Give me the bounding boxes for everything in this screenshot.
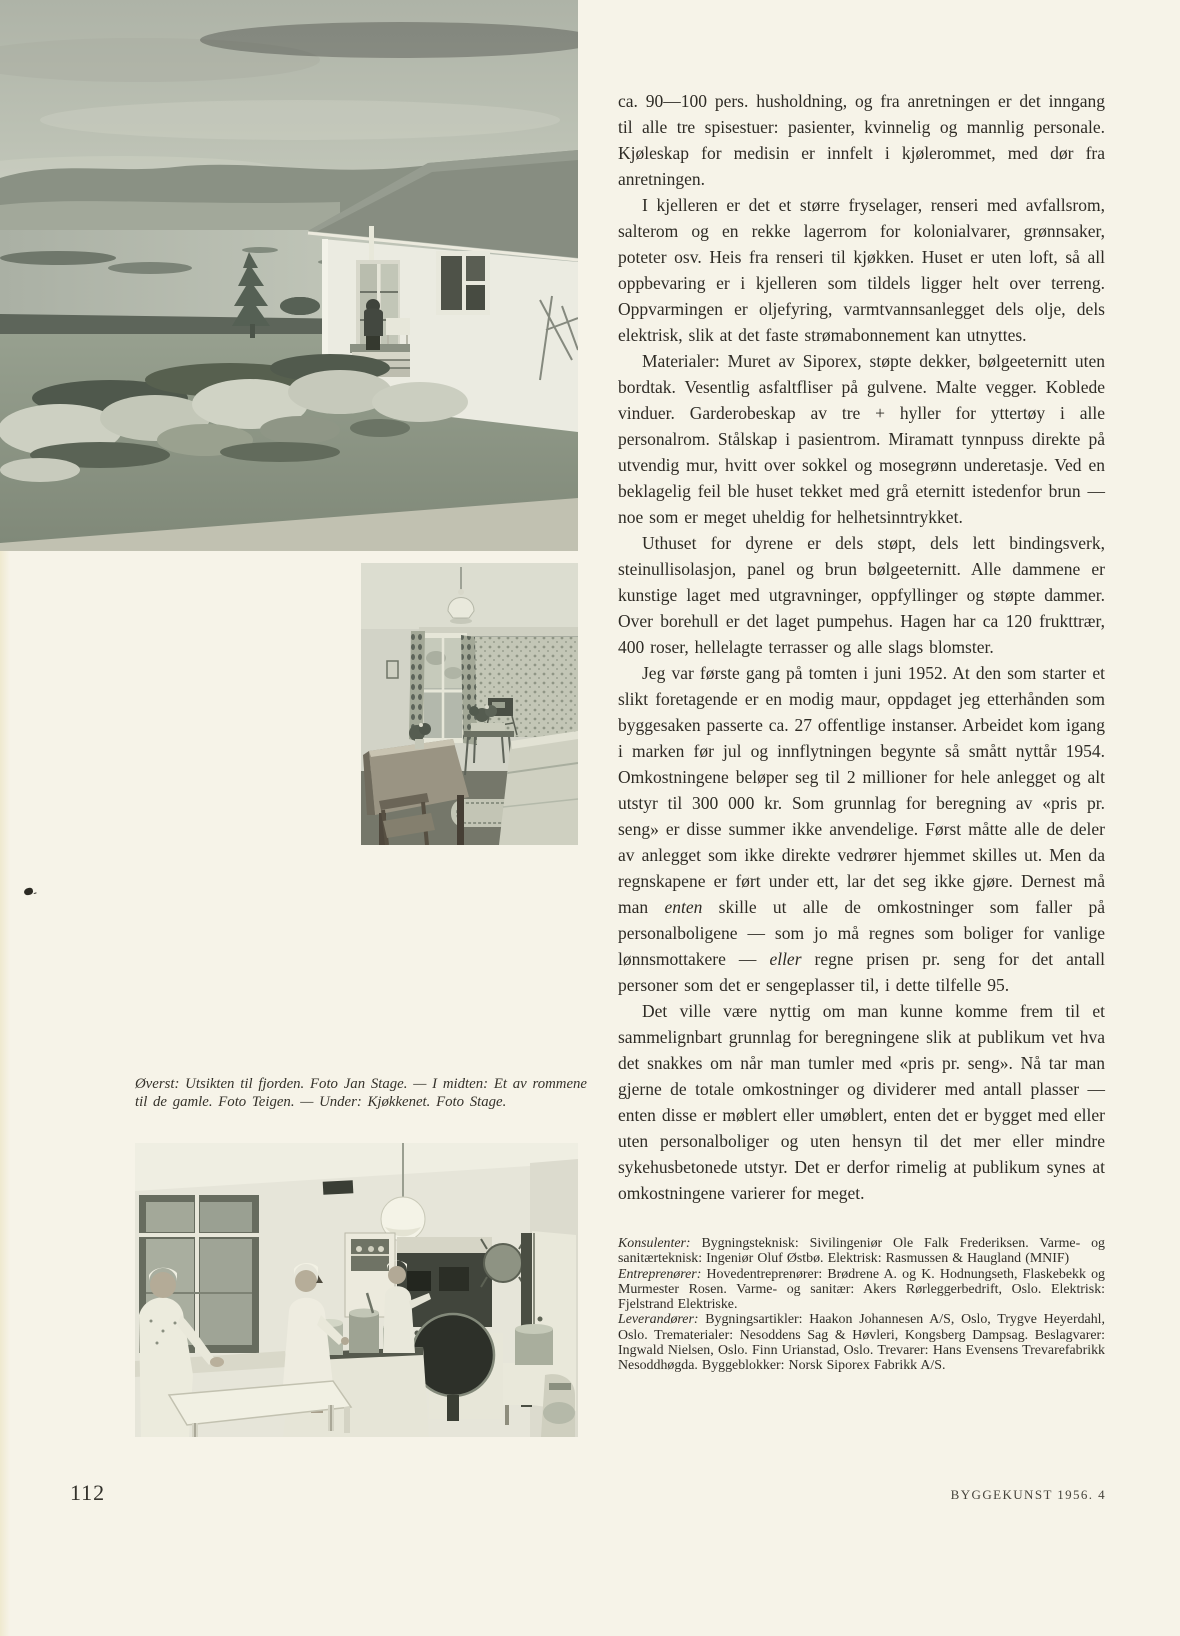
fjord-view-illustration (0, 0, 578, 551)
photo-kitchen (135, 1143, 578, 1437)
article-paragraph: ca. 90—100 pers. husholdning, og fra anretningen er det inngang til alle tre spisestuer: pasienter, kvinnelig og mannlig personale. Kjøleskap for medisin er innfelt i kjølerommet, med dør fra anretningen. (618, 91, 1105, 189)
credits-block (618, 1236, 1105, 1374)
article-paragraph: Uthuset for dyrene er dels støpt, dels lett bindingsverk, steinullisolasjon, panel og brun bølgeeternitt. Alle dammene er kunstige laget med utgravninger, oppfyllinger og støpte dammer. Over borehull er det laget pumpehus. Hagen har ca 120 frukttrær, 400 roser, hellelagte terrasser og alle slags blomster. (618, 533, 1105, 657)
article-paragraphs (618, 88, 1105, 1206)
credit-label: Leverandører: (618, 1312, 699, 1328)
ink-speck (23, 887, 33, 896)
credit-entry: Entreprenører: Hovedentreprenører: Brødrene A. og K. Hodnungseth, Flaskebekk og Murmester Rosen. Varme- og sanitær: Akers Rørleggerbedrift, Oslo. Elektrisk: Fjelstrand Elektriske. (618, 1266, 1105, 1313)
photo-room-interior (361, 563, 578, 845)
article-paragraph: Jeg var første gang på tomten i juni 1952. At den som starter et slikt foretagende er en modig maur, oppdaget jeg etterhånden som byggesaken passerte ca. 27 offentlige instanser. Arbeidet kom igang i marken før jul og innflytningen begynte så smått nyttår 1954. Omkostningene beløper seg til 2 millioner for hele anlegget og alt utstyr til 300 000 kr. Som grunnlag for beregning av «pris pr. seng» er disse summer ikke anvendelige. Først måtte alle de deler av anlegget som ikke direkte vedrører hjemmet skilles ut. Men da regnskapene er ført under ett, lar det seg ikke gjøre. Dernest må man enten skille ut alle de omkostninger som faller på personalboligene — som jo må regnes som boliger for vanlige lønnsmottakere — eller regne prisen pr. seng for det antall personer som det er sengeplasser til, i dette tilfelle 95. (618, 663, 1105, 995)
credit-label: Konsulenter: (618, 1236, 691, 1251)
article-paragraph: I kjelleren er det et større fryselager, renseri med avfallsrom, salterom og en rekke lagerrom for kolonialvarer, grønnsaker, poteter osv. Heis fra renseri til kjøkken. Huset er uten loft, så all oppbevaring er i kjelleren som tildels ligger helt over terreng. Oppvarmingen er oljefyring, varmtvannsanlegget dels olje, dels elektrisk, slik at det faste strømabonnement kan utnyttes. (618, 195, 1105, 345)
photo-caption: Øverst: Utsikten til fjorden. Foto Jan Stage. — I midten: Et av rommene til de gamle. Foto Teigen. — Under: Kjøkkenet. Foto Stage. (135, 1076, 587, 1110)
article-paragraph: Materialer: Muret av Siporex, støpte dekker, bølgeeternitt uten bordtak. Vesentlig asfaltfliser på gulvene. Malte vegger. Koblede vinduer. Garderobeskap av tre + hyller for yttertøy i alle personalrom. Stålskap i pasientrom. Miramatt tynnpuss direkte på utvendig mur, hvitt over sokkel og mosegrønn underetasje. Ved en beklagelig feil ble huset tekket med grå eternitt istedenfor brun — noe som er meget uheldig for helhetsinntrykket. (618, 351, 1105, 527)
credit-entry: Leverandører: Bygningsartikler: Haakon Johannesen A/S, Oslo, Trygve Heyerdahl, Oslo. Trematerialer: Nesoddens Sag & Høvleri, Kongsberg Dampsag. Beslagvarer: Ingwald Nielsen, Oslo. Finn Urianstad, Oslo. Trevarer: Hans Evensens Trevarefabrikk Nesoddhøgda. Byggeblokker: Norsk Siporex Fabrikk A/S. (618, 1312, 1105, 1374)
kitchen-illustration (135, 1143, 578, 1437)
article-text-column (618, 88, 1105, 1374)
journal-footer: BYGGEKUNST 1956. 4 (950, 1487, 1106, 1502)
credit-label: Entreprenører: (618, 1266, 702, 1282)
article-paragraph: Det ville være nyttig om man kunne komme frem til et sammelignbart grunnlag for beregningene slik at publikum vet hva det snakkes om når man tumler med «pris pr. seng». Nå tar man gjerne de totale omkostninger og dividerer med antall plasser — enten disse er møblert eller umøblert, enten det er bygget med eller uten personalboliger og uten hensyn til det mer eller mindre sykehusbetonede utstyr. Det er derfor rimelig at publikum synes at omkostningene varierer for meget. (618, 1001, 1105, 1203)
photo-fjord-view (0, 0, 578, 551)
credit-entry: Konsulenter: Bygningsteknisk: Sivilingeniør Ole Falk Frederiksen. Varme- og sanitærteknisk: Ingeniør Oluf Østbø. Elektrisk: Rasmussen & Haugland (MNIF) (618, 1236, 1105, 1267)
page-number: 112 (70, 1480, 106, 1505)
room-interior-illustration (361, 563, 578, 845)
